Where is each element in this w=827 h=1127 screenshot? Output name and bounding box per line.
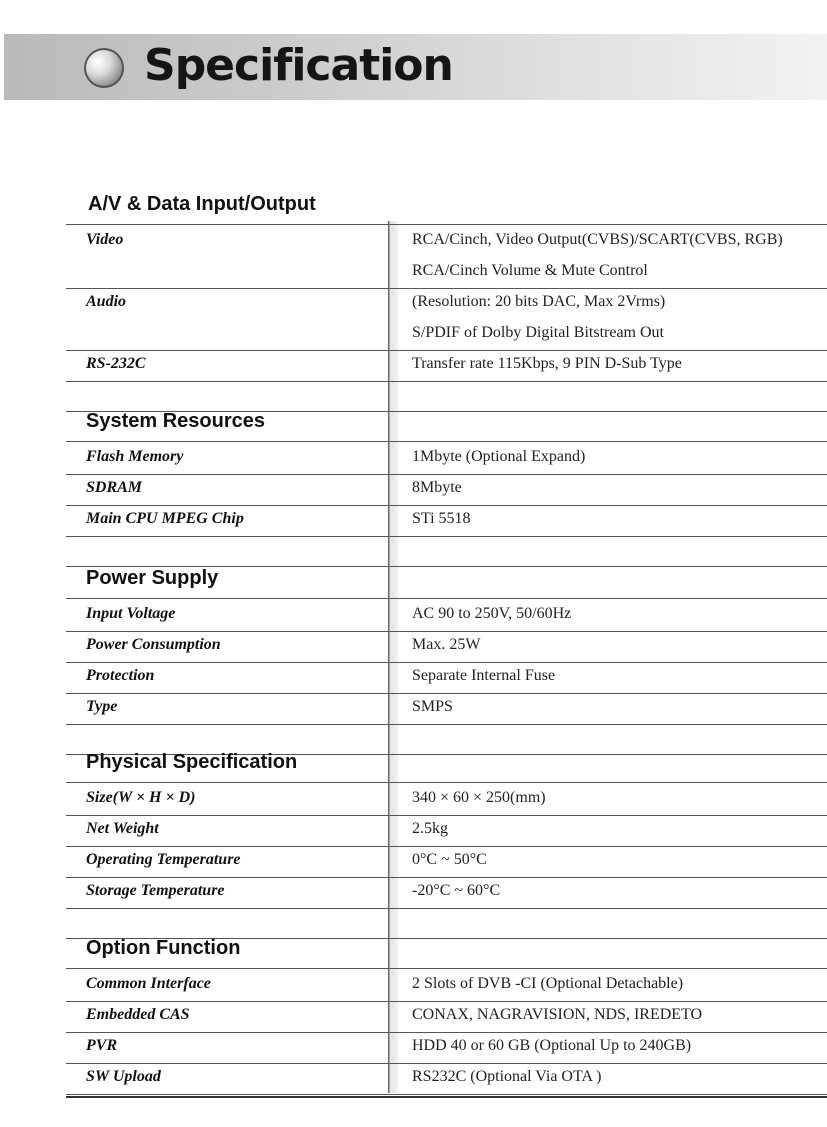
- section-rule: [66, 782, 827, 783]
- spec-value: CONAX, NAGRAVISION, NDS, IREDETO: [412, 1006, 703, 1023]
- section-title: Power Supply: [86, 567, 219, 589]
- spec-value: 8Mbyte: [412, 479, 462, 496]
- circle-bullet-icon: [84, 48, 124, 88]
- section-title: System Resources: [86, 410, 265, 432]
- spec-label: Embedded CAS: [86, 1006, 190, 1023]
- spec-value: -20°C ~ 60°C: [412, 882, 501, 899]
- section-rule: [66, 441, 827, 442]
- spec-label: RS-232C: [86, 355, 146, 372]
- spec-value: (Resolution: 20 bits DAC, Max 2Vrms): [412, 293, 666, 310]
- row-rule: [66, 381, 827, 382]
- spec-label: Video: [86, 231, 124, 248]
- spec-label: SW Upload: [86, 1068, 161, 1085]
- spec-value: Separate Internal Fuse: [412, 667, 556, 684]
- spec-value: Transfer rate 115Kbps, 9 PIN D-Sub Type: [412, 355, 682, 372]
- spec-label: Flash Memory: [86, 448, 184, 465]
- row-rule: [66, 1063, 827, 1064]
- row-rule: [66, 536, 827, 537]
- row-rule: [66, 350, 827, 351]
- row-rule: [66, 877, 827, 878]
- spec-label: Power Consumption: [86, 636, 221, 653]
- row-rule: [66, 693, 827, 694]
- row-rule: [66, 908, 827, 909]
- spec-label: Common Interface: [86, 975, 211, 992]
- page-title: Specification: [144, 40, 453, 91]
- spec-label: Size(W × H × D): [86, 789, 196, 806]
- spec-label: Operating Temperature: [86, 851, 241, 868]
- spec-value: RCA/Cinch Volume & Mute Control: [412, 262, 648, 279]
- spec-label: SDRAM: [86, 479, 143, 496]
- spec-value: 2 Slots of DVB -CI (Optional Detachable): [412, 975, 684, 992]
- spec-value: 1Mbyte (Optional Expand): [412, 448, 586, 465]
- spec-value: 340 × 60 × 250(mm): [412, 789, 546, 806]
- section-rule: [66, 598, 827, 599]
- spec-value: HDD 40 or 60 GB (Optional Up to 240GB): [412, 1037, 692, 1054]
- spec-value: Max. 25W: [412, 636, 481, 653]
- row-rule: [66, 662, 827, 663]
- spec-label: Input Voltage: [86, 605, 176, 622]
- spec-value: STi 5518: [412, 510, 471, 527]
- row-rule: [66, 815, 827, 816]
- spec-label: Audio: [86, 293, 127, 310]
- spec-label: Type: [86, 698, 118, 715]
- section-title: A/V & Data Input/Output: [88, 193, 316, 215]
- spec-value: SMPS: [412, 698, 453, 715]
- spec-value: 0°C ~ 50°C: [412, 851, 487, 868]
- spec-value: RS232C (Optional Via OTA ): [412, 1068, 602, 1085]
- row-rule: [66, 1032, 827, 1033]
- spec-label: Storage Temperature: [86, 882, 225, 899]
- table-bottom-rule: [66, 1096, 827, 1098]
- section-rule: [66, 968, 827, 969]
- row-rule: [66, 724, 827, 725]
- spec-value: AC 90 to 250V, 50/60Hz: [412, 605, 572, 622]
- spec-label: Protection: [86, 667, 155, 684]
- section-title: Physical Specification: [86, 751, 298, 773]
- row-rule: [66, 1001, 827, 1002]
- section-title: Option Function: [86, 937, 241, 959]
- spec-value: RCA/Cinch, Video Output(CVBS)/SCART(CVBS, RGB): [412, 231, 783, 248]
- row-rule: [66, 505, 827, 506]
- row-rule: [66, 474, 827, 475]
- spec-value: 2.5kg: [412, 820, 448, 837]
- spec-label: PVR: [86, 1037, 118, 1054]
- row-rule: [66, 1094, 827, 1095]
- column-divider: [388, 221, 398, 1093]
- spec-label: Net Weight: [86, 820, 159, 837]
- spec-value: S/PDIF of Dolby Digital Bitstream Out: [412, 324, 664, 341]
- row-rule: [66, 631, 827, 632]
- row-rule: [66, 288, 827, 289]
- row-rule: [66, 846, 827, 847]
- section-rule: [66, 224, 827, 225]
- spec-label: Main CPU MPEG Chip: [86, 510, 244, 527]
